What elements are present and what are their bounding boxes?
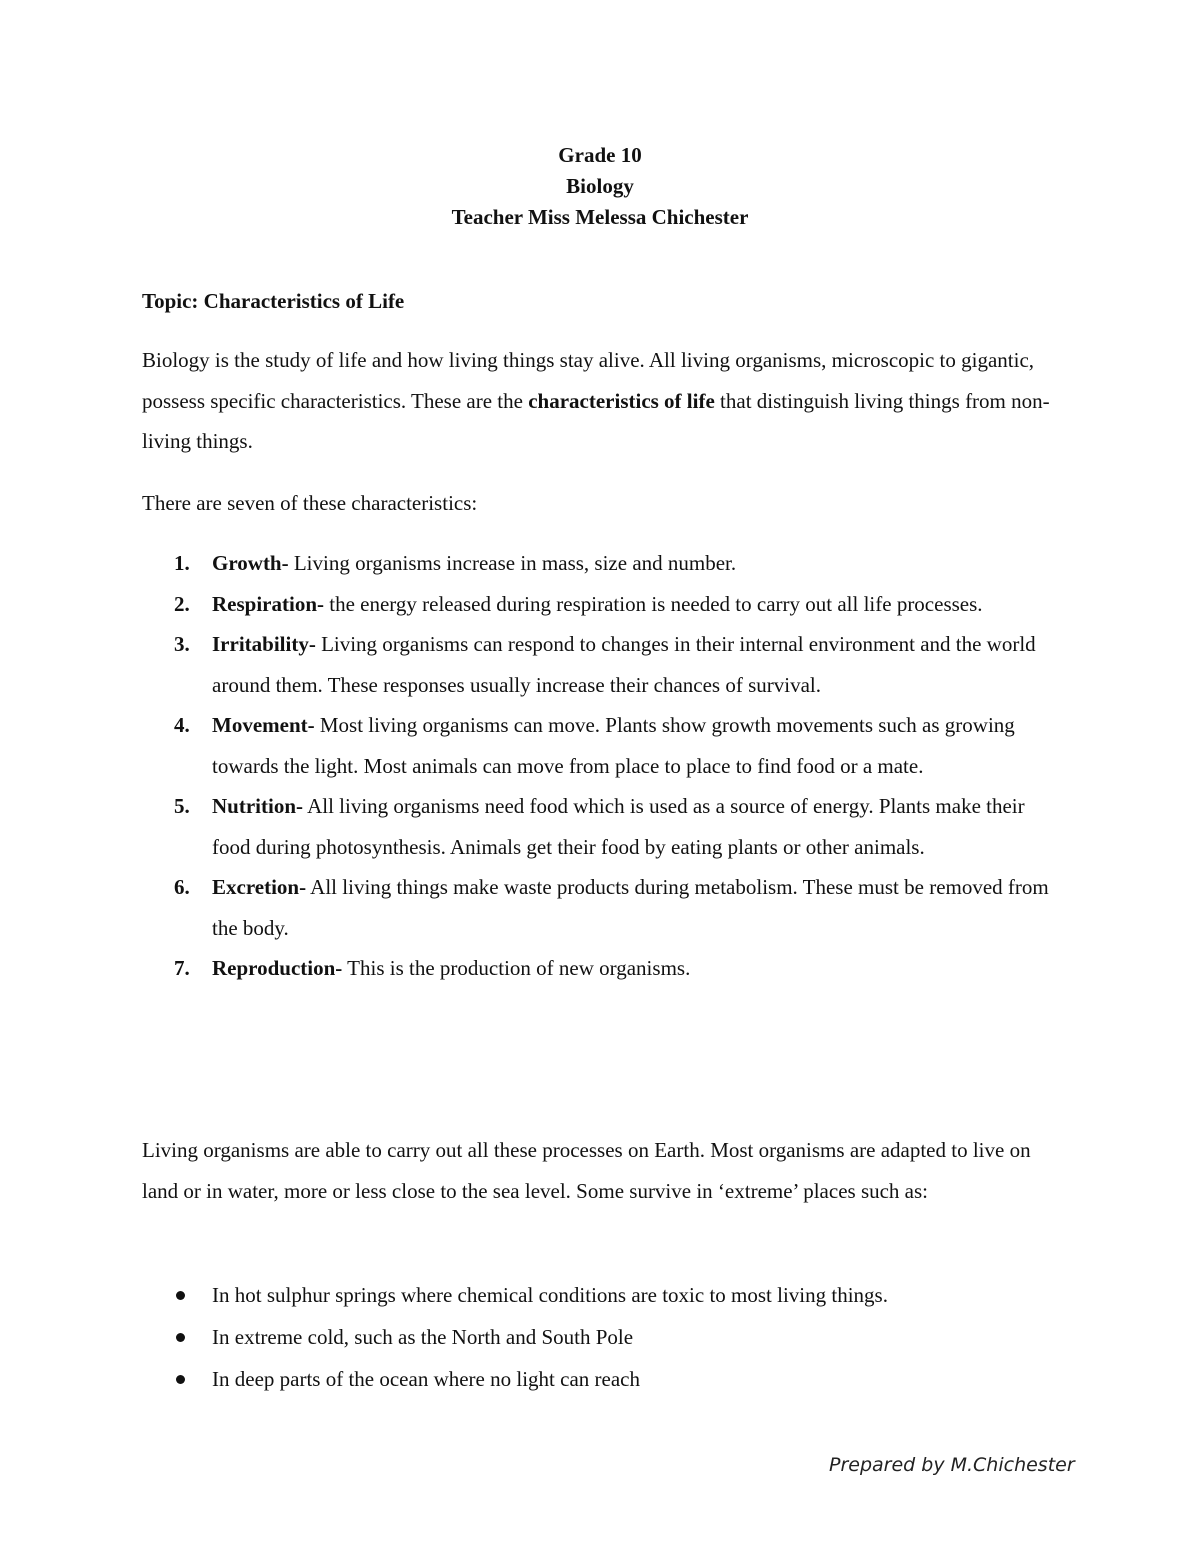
topic-heading: Topic: Characteristics of Life (142, 289, 405, 313)
item-term: Respiration- (212, 591, 324, 616)
intro-text-end: that distinguish living things from non-living things. (142, 388, 1050, 454)
intro-text-start: Biology is the study of life and how living things stay alive. All living organisms, microscopic to gigantic, possess specific characteristics. These are the (142, 348, 1035, 413)
item-description: the energy released during respiration is needed to carry out all life processes. (324, 591, 983, 616)
bullet-icon (176, 1333, 185, 1342)
item-number: 1. (174, 551, 190, 575)
item-description: All living things make waste products during metabolism. These must be removed from the body. (212, 875, 1049, 940)
item-description: Most living organisms can move. Plants show growth movements such as growing towards the light. Most animals can move from place to place to find food or a mate. (212, 713, 1015, 778)
bullet-icon (176, 1375, 185, 1384)
item-term: Growth- (212, 551, 289, 575)
list-item-text: In hot sulphur springs where chemical conditions are toxic to most living things. (212, 1283, 888, 1307)
intro-bold-term: characteristics of life (528, 388, 715, 413)
characteristic-item-reproduction (142, 948, 1067, 989)
item-number: 4. (174, 713, 190, 737)
teacher-heading: Teacher Miss Melessa Chichester (451, 205, 749, 229)
document-header (0, 140, 1200, 233)
extreme-places-list (142, 1274, 1067, 1400)
characteristics-list (142, 543, 1067, 989)
item-term: Nutrition- (212, 794, 303, 818)
item-number: 3. (174, 632, 190, 656)
item-term: Irritability- (212, 632, 316, 656)
item-description: This is the production of new organisms. (342, 956, 691, 980)
list-item (142, 1358, 1067, 1400)
characteristic-item-nutrition (142, 786, 1067, 867)
characteristic-item-movement (142, 705, 1067, 786)
item-number: 5. (174, 794, 190, 818)
item-term: Reproduction- (212, 956, 343, 980)
grade-heading: Grade 10 (558, 143, 642, 167)
list-item-text: In extreme cold, such as the North and South Pole (212, 1325, 634, 1349)
item-number: 7. (174, 956, 190, 980)
item-number: 2. (174, 591, 190, 616)
subject-heading: Biology (566, 174, 634, 198)
characteristic-item-excretion (142, 867, 1067, 948)
list-item (142, 1316, 1067, 1358)
item-description: Living organisms increase in mass, size and number. (288, 551, 737, 575)
item-description: Living organisms can respond to changes in their internal environment and the world around them. These responses usually increase their chances of survival. (212, 632, 1036, 697)
characteristic-item-irritability (142, 624, 1067, 705)
intro-paragraph (142, 340, 1067, 462)
item-term: Movement- (212, 713, 315, 737)
characteristic-item-growth (142, 543, 1067, 584)
list-item-text: In deep parts of the ocean where no light can reach (212, 1367, 640, 1391)
extreme-places-paragraph: Living organisms are able to carry out all these processes on Earth. Most organisms are adapted to live on land or in water, more or less close to the sea level. Some survive in ‘extreme’ places such as: (142, 1138, 1031, 1203)
seven-characteristics-intro: There are seven of these characteristics: (142, 491, 478, 515)
item-number: 6. (174, 875, 190, 899)
footer-signature: Prepared by M.Chichester (829, 1454, 1075, 1476)
item-term: Excretion- (212, 875, 307, 899)
bullet-icon (176, 1291, 185, 1300)
item-description: All living organisms need food which is used as a source of energy. Plants make their food during photosynthesis. Animals get their food by eating plants or other animals. (212, 794, 1025, 859)
characteristic-item-respiration (142, 584, 1067, 625)
list-item (142, 1274, 1067, 1316)
